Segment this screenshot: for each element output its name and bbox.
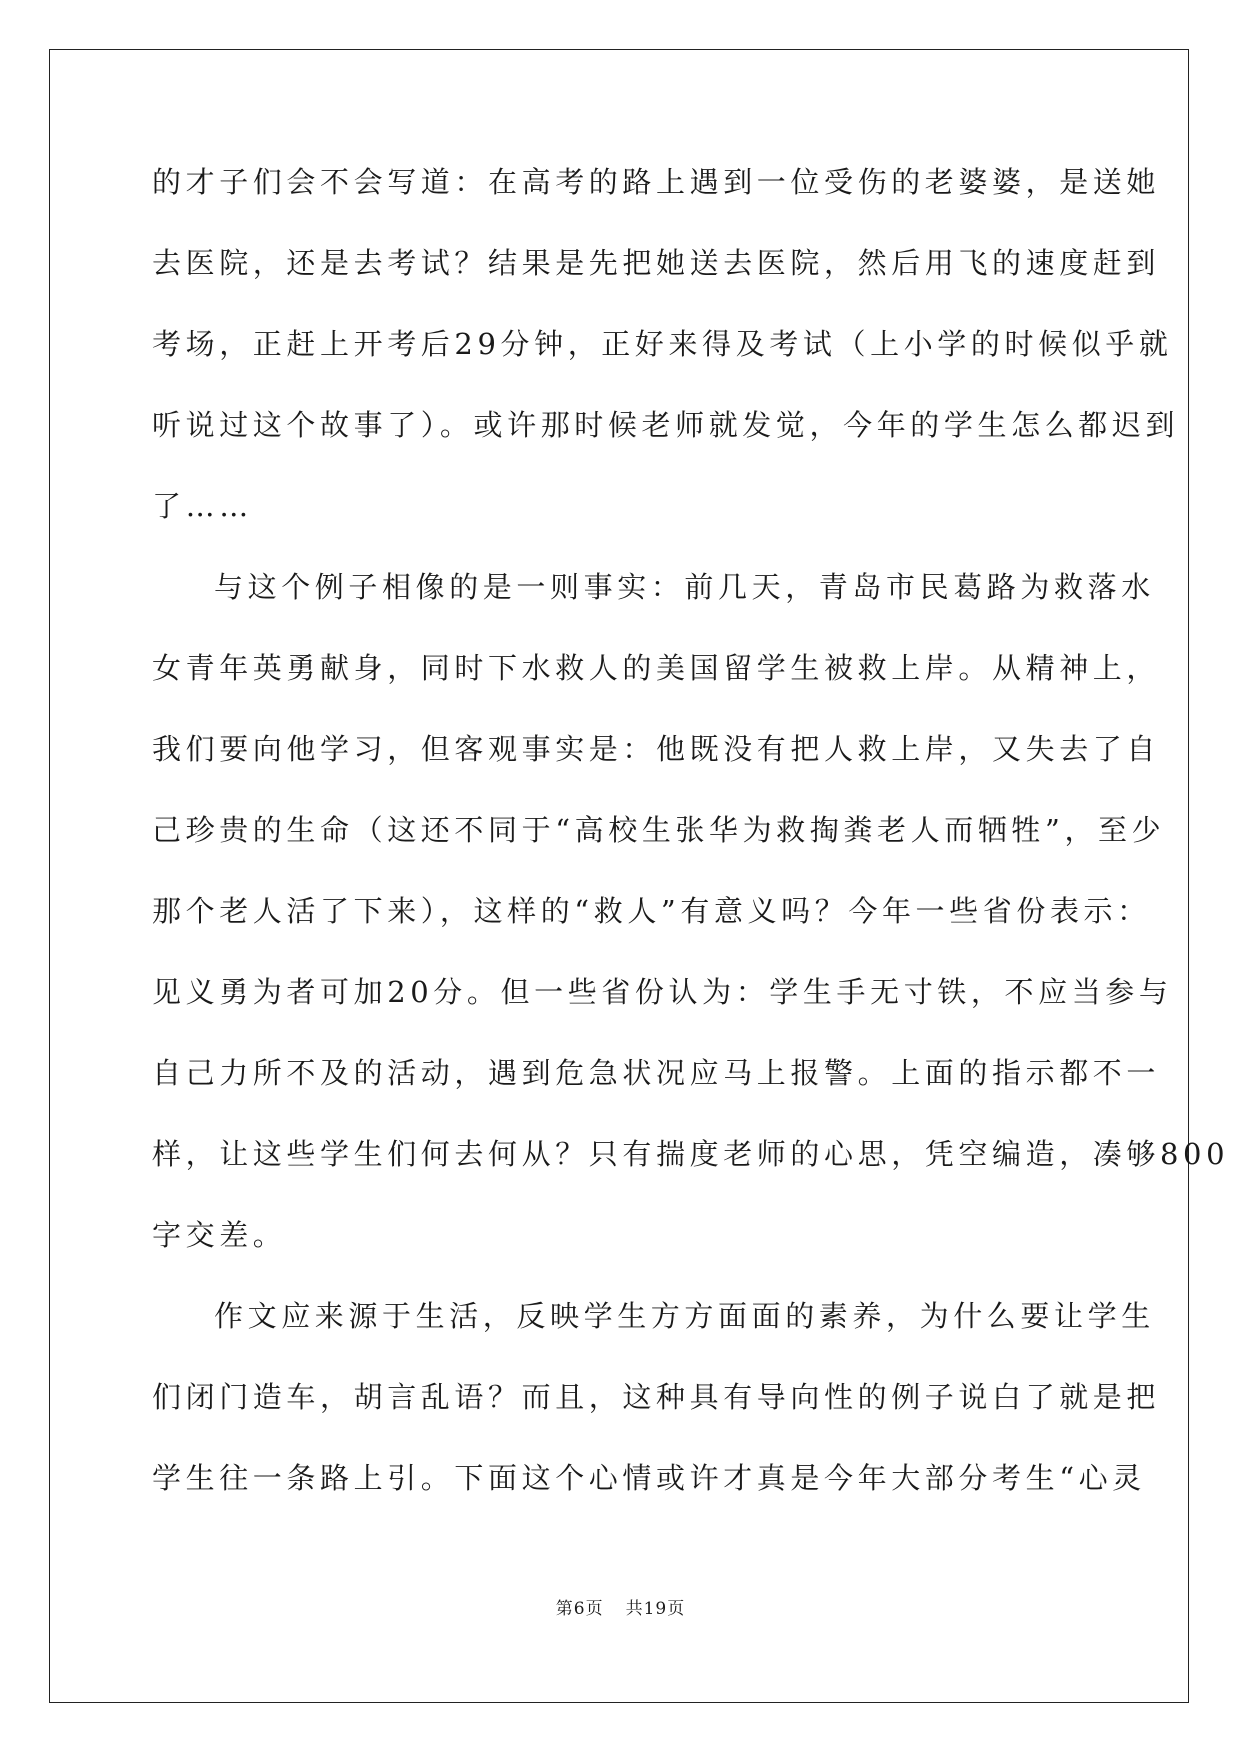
text-line: 了…… [152, 489, 253, 523]
text-line: 自己力所不及的活动，遇到危急状况应马上报警。上面的指示都不一 [152, 1056, 1161, 1090]
text-line: 听说过这个故事了）。或许那时候老师就发觉，今年的学生怎么都迟到 [152, 408, 1180, 442]
text-line: 学生往一条路上引。下面这个心情或许才真是今年大部分考生“心灵 [152, 1461, 1146, 1495]
page-number: 第6页 [555, 1599, 604, 1619]
text-line: 去医院，还是去考试？结果是先把她送去医院，然后用飞的速度赶到 [152, 246, 1161, 280]
text-line: 字交差。 [152, 1218, 287, 1252]
document-body [152, 164, 1230, 1541]
paragraph-start-line: 与这个例子相像的是一则事实：前几天，青岛市民葛路为救落水 [214, 570, 1155, 604]
text-line: 那个老人活了下来），这样的“救人”有意义吗？今年一些省份表示： [152, 894, 1151, 928]
paragraph-start-line: 作文应来源于生活，反映学生方方面面的素养，为什么要让学生 [214, 1299, 1155, 1333]
text-line: 样，让这些学生们何去何从？只有揣度老师的心思，凭空编造，凑够800 [152, 1137, 1230, 1171]
text-line: 见义勇为者可加20分。但一些省份认为：学生手无寸铁，不应当参与 [152, 975, 1173, 1009]
text-line: 的才子们会不会写道：在高考的路上遇到一位受伤的老婆婆，是送她 [152, 165, 1161, 199]
page-total: 共19页 [625, 1599, 686, 1619]
text-line: 己珍贵的生命（这还不同于“高校生张华为救掏粪老人而牺牲”，至少 [152, 813, 1166, 847]
page-footer [0, 1594, 1241, 1619]
text-line: 我们要向他学习，但客观事实是：他既没有把人救上岸，又失去了自 [152, 732, 1161, 766]
text-line: 们闭门造车，胡言乱语？而且，这种具有导向性的例子说白了就是把 [152, 1380, 1161, 1414]
text-line: 女青年英勇献身，同时下水救人的美国留学生被救上岸。从精神上， [152, 651, 1161, 685]
text-line: 考场，正赶上开考后29分钟，正好来得及考试（上小学的时候似乎就 [152, 327, 1173, 361]
